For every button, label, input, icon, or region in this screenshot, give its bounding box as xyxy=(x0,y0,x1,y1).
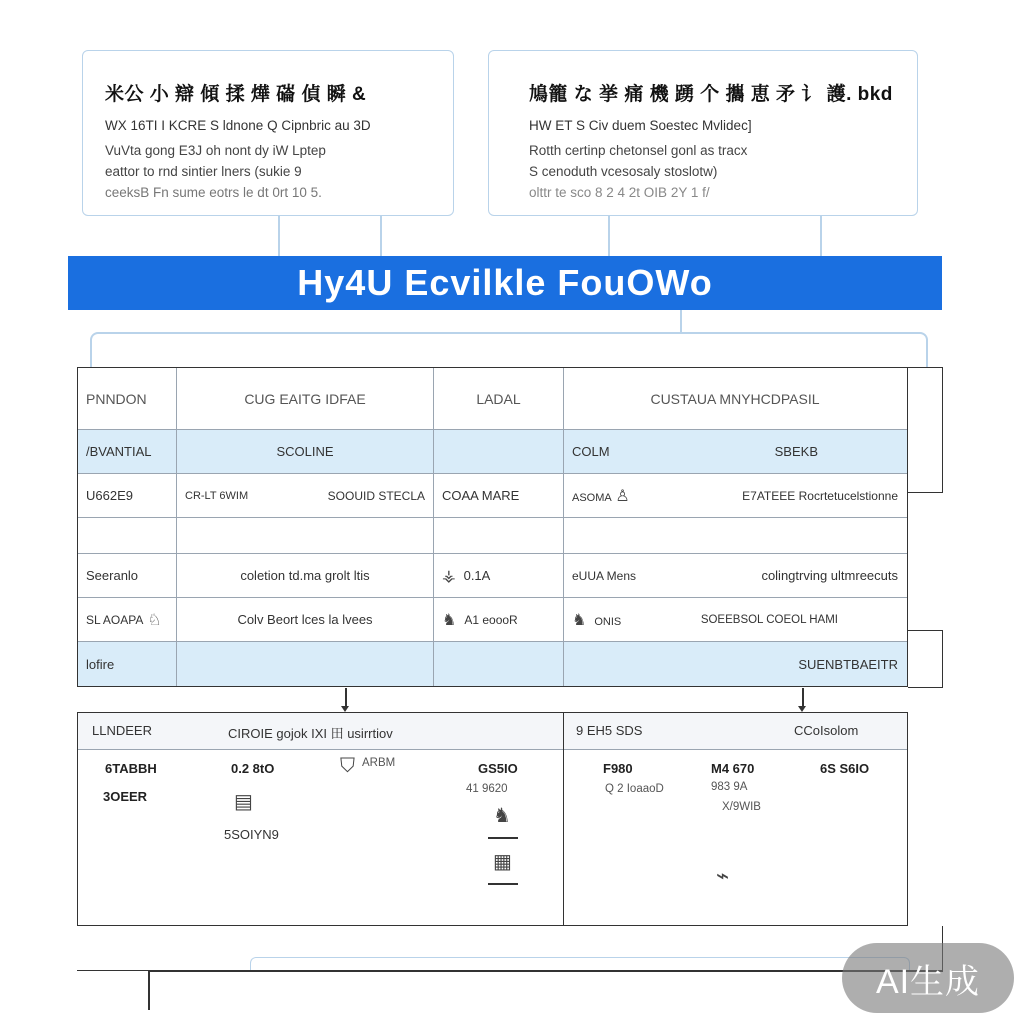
lower-cell: 3OEER xyxy=(103,789,148,804)
table-cell-text: SBEKB xyxy=(774,444,818,459)
card-right-line: S cenoduth vcesosaly stoslotw) xyxy=(529,164,718,179)
ai-badge-label: AI生成 xyxy=(875,962,981,1001)
sketch-icon: ⚶ xyxy=(442,567,456,585)
table-cell-text: ONIS xyxy=(594,615,622,628)
table-header-row xyxy=(78,368,907,430)
lower-cell: X/9WIB xyxy=(722,801,761,813)
table-cell xyxy=(177,642,434,686)
connector-line xyxy=(380,216,382,256)
lower-header-cell: 9 EH5 SDS xyxy=(576,723,643,738)
footer-line xyxy=(148,970,943,972)
figure-icon: ♞ xyxy=(442,611,457,629)
lower-cell: 6TABBH xyxy=(105,761,157,776)
side-box xyxy=(908,630,943,688)
card-left-line: eattor to rnd sintier lners (sukie 9 xyxy=(105,164,302,179)
footer-line xyxy=(148,970,150,1010)
lower-header-cell: CIROIE gojok IXI 田 usirrtiov xyxy=(228,726,393,741)
main-table xyxy=(77,367,908,687)
table-cell xyxy=(434,430,564,473)
figure-icon: ♞ xyxy=(572,611,587,629)
table-cell-text: 0.1A xyxy=(463,568,491,583)
figure-icon: ♞ xyxy=(493,805,511,827)
table-cell-text: ASOMA xyxy=(572,491,612,504)
card-left-line: VuVta gong E3J oh nont dy iW Lptep xyxy=(105,143,326,158)
card-left-line: ceeksB Fn sume eotrs le dt 0rt 10 5. xyxy=(105,185,322,200)
lower-cell: 5SOIYN9 xyxy=(224,827,279,842)
table-cell-text: A1 eoooR xyxy=(464,612,518,627)
table-row-empty xyxy=(78,518,907,554)
lower-table-header xyxy=(78,713,907,750)
table-header-cell: LADAL xyxy=(434,368,564,429)
table-cell xyxy=(434,518,564,553)
shield-icon: ⛉ xyxy=(340,755,355,777)
lower-cell: 983 9A xyxy=(711,781,748,793)
document-icon: ▦ xyxy=(493,851,512,873)
table-row xyxy=(78,598,907,642)
table-cell-text: CR-LT 6WIM xyxy=(185,489,249,502)
table-cell xyxy=(177,518,434,553)
separator-line xyxy=(488,837,518,839)
lower-table xyxy=(77,712,908,926)
separator-line xyxy=(488,883,518,885)
lower-header-cell: LLNDEER xyxy=(92,723,152,738)
table-cell xyxy=(564,598,906,641)
table-cell: lofire xyxy=(78,642,177,686)
table-cell xyxy=(564,430,906,473)
table-cell xyxy=(434,554,564,597)
table-cell xyxy=(177,474,434,517)
card-right-line: Rotth certinp chetonsel gonl as tracx xyxy=(529,143,748,158)
card-left-body xyxy=(105,140,431,203)
table-cell: coletion td.ma grolt ltis xyxy=(177,554,434,597)
lower-table-divider xyxy=(563,713,564,925)
footer-bracket xyxy=(250,957,910,971)
card-right-body xyxy=(529,140,895,203)
table-cell xyxy=(78,598,177,641)
connector-line xyxy=(278,216,280,256)
table-cell-text: colingtrving ultmreecuts xyxy=(761,568,898,583)
table-cell-text: eUUA Mens xyxy=(572,568,637,583)
lower-cell: GS5IO xyxy=(478,761,518,776)
table-cell xyxy=(564,554,906,597)
card-right-line: olttr te sco 8 2 4 2t OIB 2Y 1 f/ xyxy=(529,185,710,200)
table-header-cell: CUSTAUA MNYHCDPASIL xyxy=(650,390,820,407)
table-header-cell: CUG EAITG IDFAE xyxy=(177,368,434,429)
card-left-subtitle: WX 16TI I KCRE S ldnone Q Cipnbric au 3D xyxy=(105,118,371,133)
table-row xyxy=(78,642,907,686)
table-cell-text xyxy=(572,486,638,506)
lower-cell: 6S S6IO xyxy=(820,761,870,776)
document-icon: ▤ xyxy=(234,791,253,813)
info-card-left xyxy=(82,50,454,216)
card-right-title: 鳩籠 な 挙 痛 機 踴 个 攜 恵 矛 讠 護. bkd xyxy=(529,84,893,105)
figure-icon: ♘ xyxy=(147,611,162,629)
table-cell xyxy=(78,518,177,553)
table-cell: SUENBTBAEITR xyxy=(798,656,898,672)
table-cell-text: E7ATEEE Rocrtetucelstionne xyxy=(742,488,898,503)
table-cell: COAA MARE xyxy=(434,474,564,517)
lower-cell: M4 670 xyxy=(711,761,755,776)
table-cell: U662E9 xyxy=(78,474,177,517)
table-cell: SCOLINE xyxy=(177,430,434,473)
table-cell-text: SL AOAPA xyxy=(86,612,144,627)
diagram-title-banner xyxy=(68,256,942,310)
table-cell-text: COLM xyxy=(572,444,610,459)
table-cell xyxy=(434,642,564,686)
connector-line xyxy=(680,310,682,334)
card-left-title: 米公 小 辯 傾 揉 燁 磮 偵 瞬 & xyxy=(105,84,367,105)
tool-icon: ⌁ xyxy=(716,863,730,888)
info-card-right xyxy=(488,50,918,216)
table-cell-text: SOEEBSOL COEOL HAMI xyxy=(700,613,838,626)
banner-title: Hy4U Ecvilkle FouOWo xyxy=(297,262,713,303)
lower-header-cell: CCoIsolom xyxy=(794,723,859,738)
table-cell: /BVANTIAL xyxy=(78,430,177,473)
arrow-line xyxy=(345,688,347,706)
ai-generated-badge xyxy=(842,943,1014,1013)
connector-line xyxy=(820,216,822,256)
arrow-line xyxy=(802,688,804,706)
lower-cell: F980 xyxy=(603,761,633,776)
side-box xyxy=(908,367,943,493)
lower-cell: ARBM xyxy=(362,757,396,769)
lower-cell: Q 2 IoaaoD xyxy=(605,783,664,795)
table-cell-text xyxy=(572,610,621,630)
figure-icon: ♙ xyxy=(615,487,630,505)
bracket-connector xyxy=(90,332,928,368)
table-cell xyxy=(434,598,564,641)
table-cell xyxy=(564,518,906,553)
table-row xyxy=(78,554,907,598)
table-cell: Colv Beort lces la lvees xyxy=(177,598,434,641)
table-cell xyxy=(564,474,906,517)
lower-cell: 41 9620 xyxy=(466,783,508,795)
connector-line xyxy=(608,216,610,256)
table-row xyxy=(78,430,907,474)
table-row xyxy=(78,474,907,518)
table-cell: Seeranlo xyxy=(78,554,177,597)
table-header-cell: PNNDON xyxy=(78,368,177,429)
table-cell-text: SOOUID STECLA xyxy=(327,488,425,503)
lower-cell: 0.2 8tO xyxy=(231,761,275,776)
card-right-subtitle: HW ET S Civ duem Soestec Mvlidec] xyxy=(529,118,752,133)
